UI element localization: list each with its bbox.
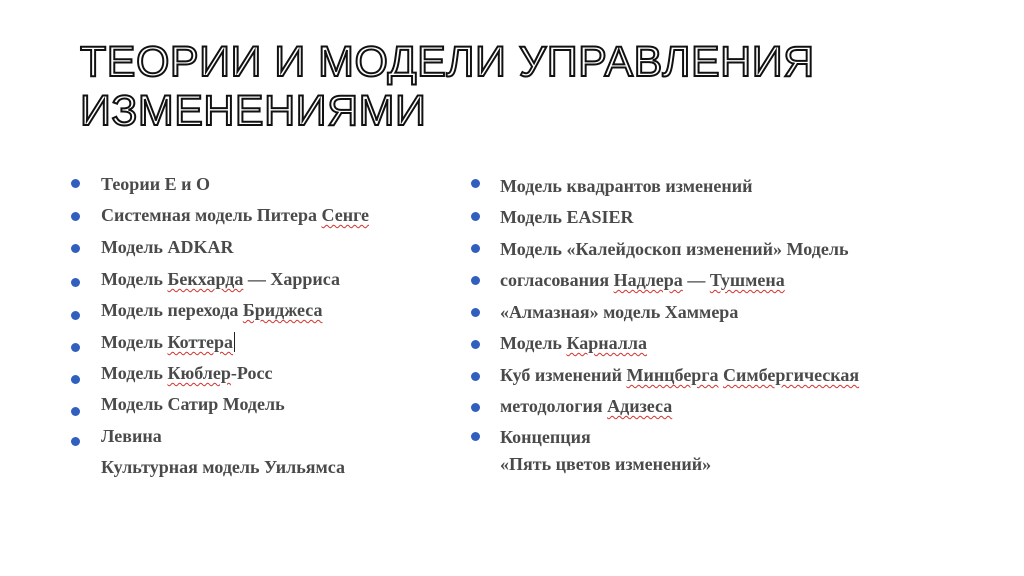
list-item[interactable]: Концепция — [500, 427, 591, 447]
list-item[interactable]: Модель Сатир Модель — [101, 394, 285, 414]
list-item[interactable]: Модель перехода Бриджеса — [101, 300, 323, 320]
bullet-dot — [471, 244, 480, 253]
bullet-dot — [71, 375, 80, 384]
bullet-dot — [71, 311, 80, 320]
bullet-dot — [71, 179, 80, 188]
list-item[interactable]: Левина — [101, 426, 162, 446]
bullet-dot — [71, 407, 80, 416]
bullet-dot — [471, 340, 480, 349]
list-item[interactable]: Модель «Калейдоскоп изменений» Модель — [500, 239, 849, 259]
list-item[interactable]: методология Адизеса — [500, 396, 673, 416]
bullet-dot — [471, 372, 480, 381]
list-item[interactable]: Модель Кюблер-Росс — [101, 363, 273, 383]
list-item[interactable]: Культурная модель Уильямса — [101, 457, 345, 477]
bullet-dot — [471, 403, 480, 412]
bullet-dot — [71, 212, 80, 221]
list-item[interactable]: согласования Надлера — Тушмена — [500, 270, 785, 290]
list-item[interactable]: Модель Бекхарда — Харриса — [101, 269, 340, 289]
bullet-dot — [71, 343, 80, 352]
bullet-dot — [471, 276, 480, 285]
bullet-dot — [471, 179, 480, 188]
bullet-dot — [471, 212, 480, 221]
bullet-dot — [71, 437, 80, 446]
list-item[interactable]: Модель EASIER — [500, 207, 634, 227]
text-cursor — [234, 332, 235, 352]
bullet-dot — [471, 308, 480, 317]
list-item[interactable]: Теории Е и О — [101, 174, 210, 194]
list-item[interactable]: Модель квадрантов изменений — [500, 176, 753, 196]
list-item[interactable]: Модель Карналла — [500, 333, 648, 353]
bullet-dot — [71, 244, 80, 253]
slide-title-line-1: ТЕОРИИ И МОДЕЛИ УПРАВЛЕНИЯ — [80, 38, 815, 86]
slide-title-line-2: ИЗМЕНЕНИЯМИ — [80, 87, 427, 135]
list-item[interactable]: «Алмазная» модель Хаммера — [500, 302, 739, 322]
list-item[interactable]: «Пять цветов изменений» — [500, 454, 712, 474]
list-item[interactable]: Куб изменений Минцберга Симбергическая — [500, 365, 860, 385]
slide-title — [80, 38, 980, 136]
list-item[interactable]: Системная модель Питера Сенге — [101, 205, 370, 225]
bullet-dot — [71, 278, 80, 287]
list-item[interactable]: Модель ADKAR — [101, 237, 234, 257]
list-item[interactable]: Модель Коттера — [101, 332, 234, 352]
bullet-dot — [471, 432, 480, 441]
